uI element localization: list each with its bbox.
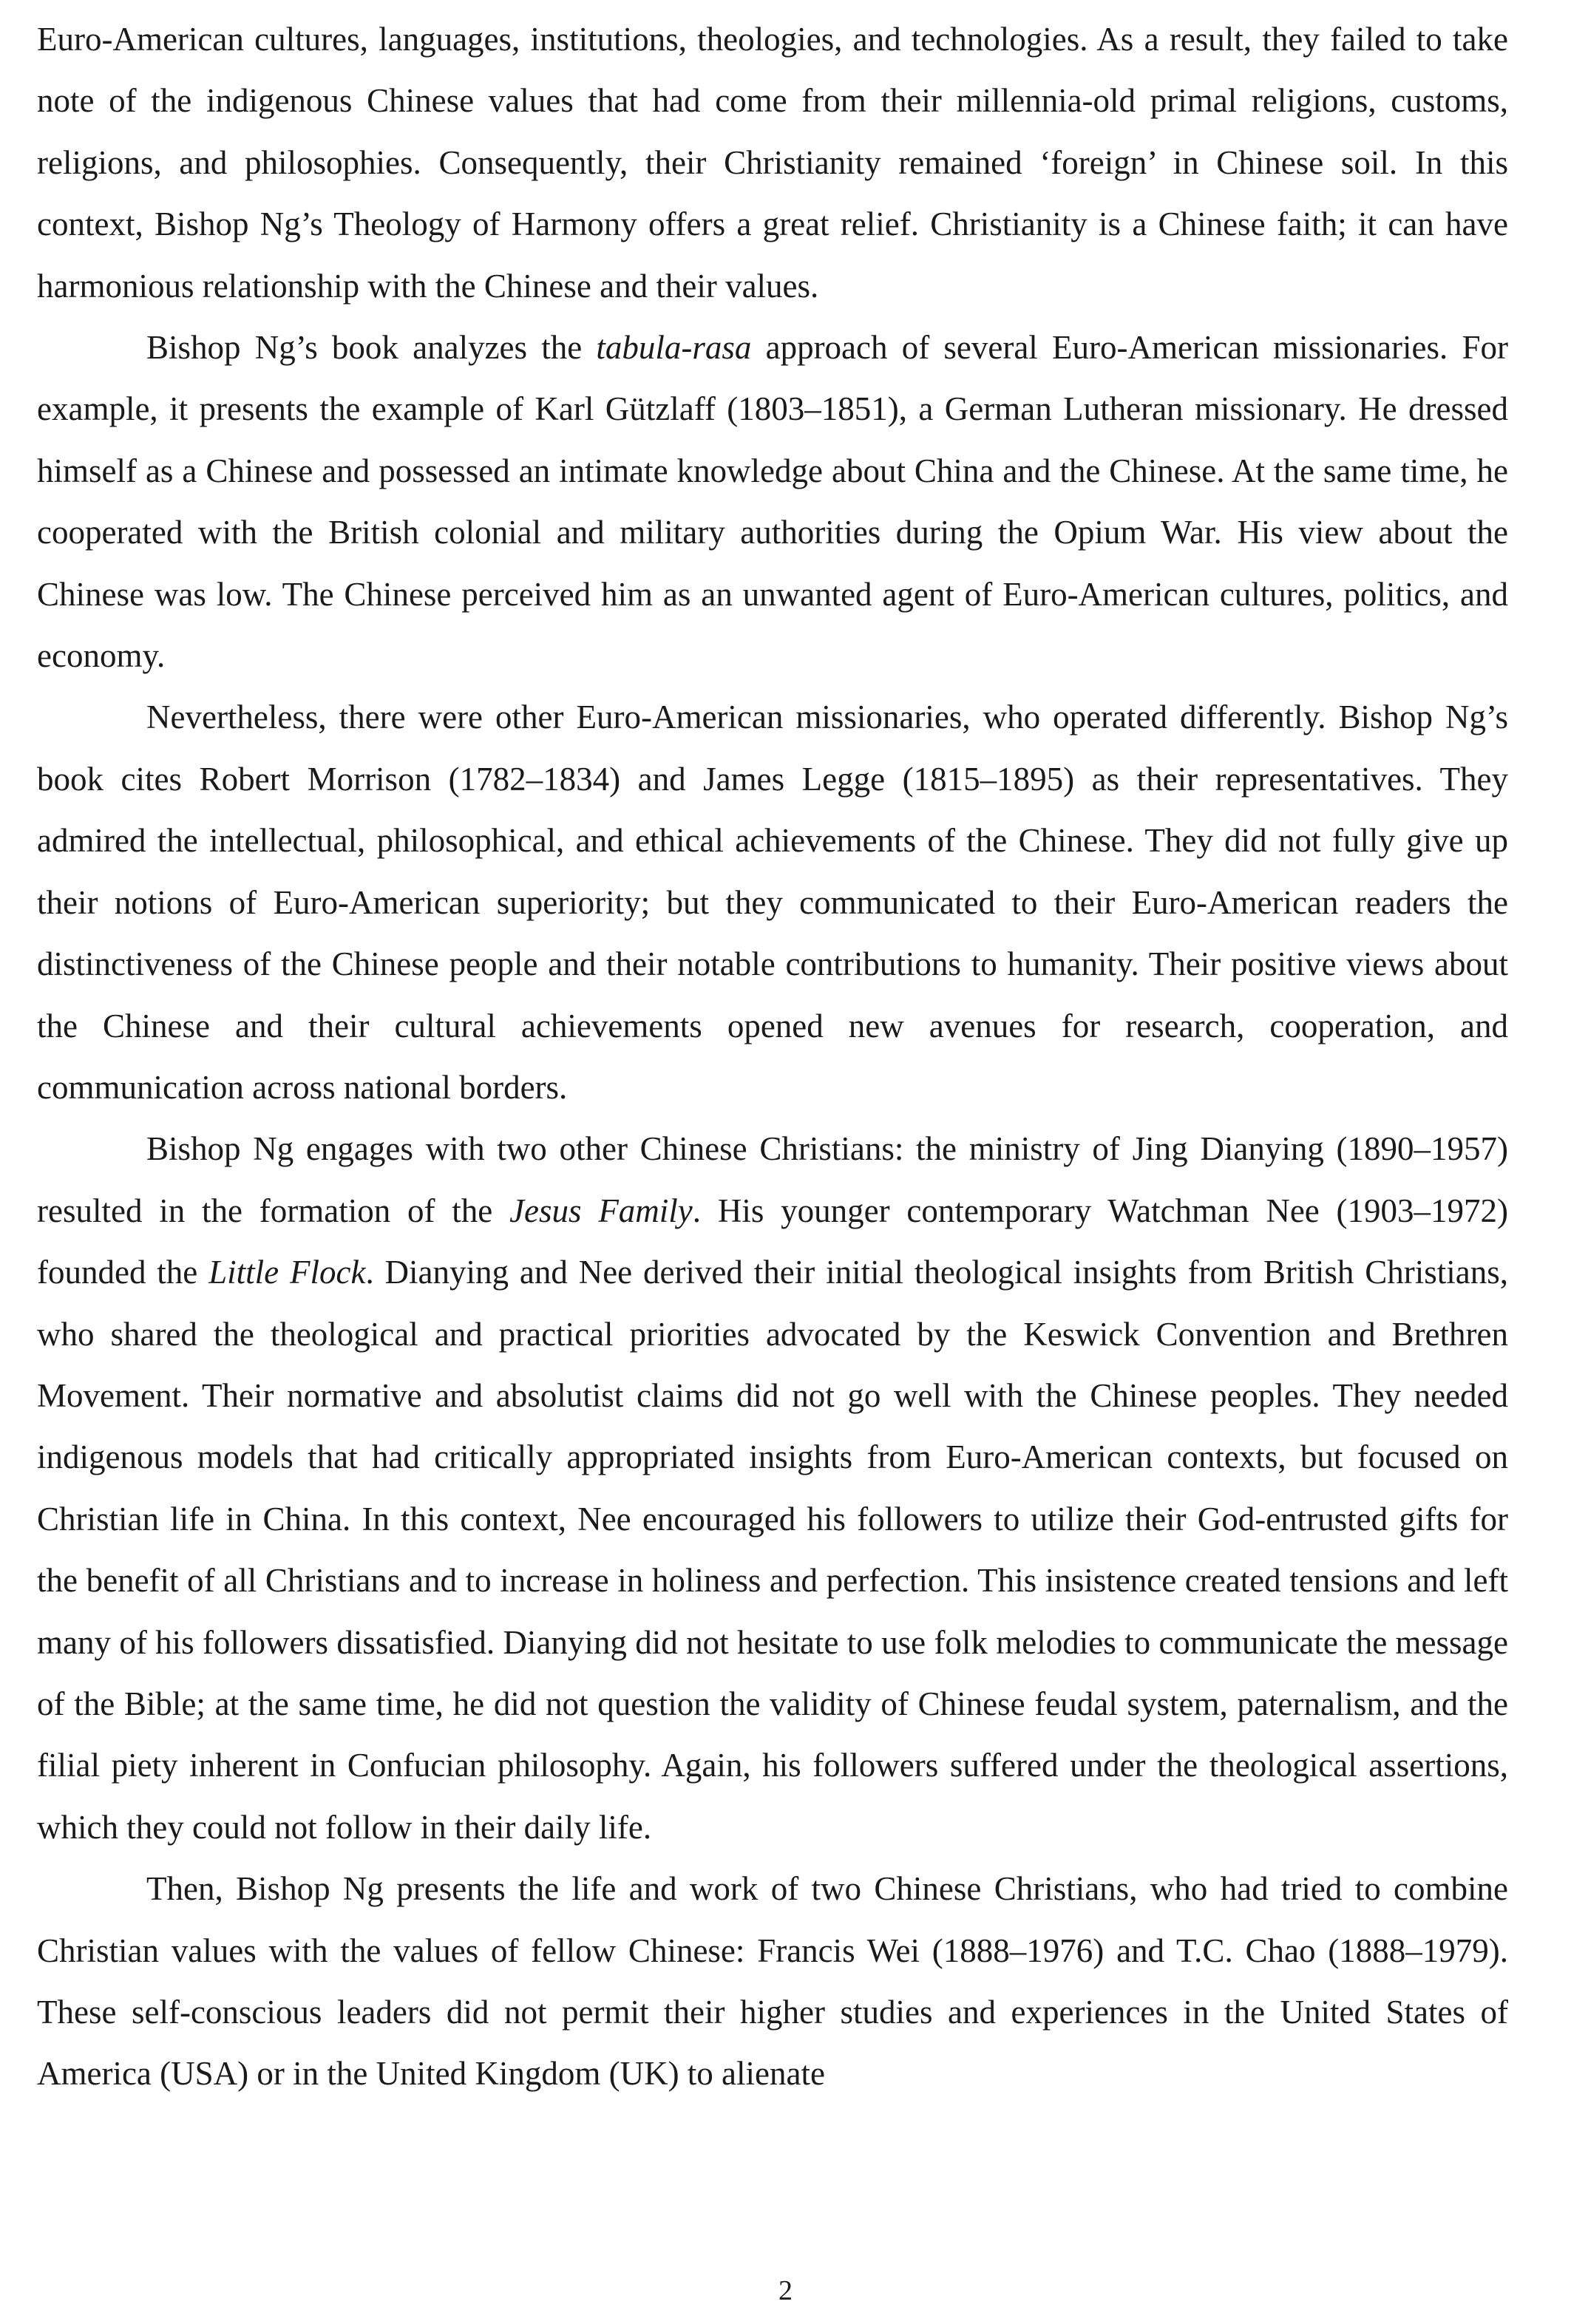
italic-text: Jesus Family	[509, 1192, 693, 1229]
text-run: Euro-American cultures, languages, institutions, theologies, and technologies. As a result, they failed to take note of the indigenous Chinese values that had come from their millennia-old primal religions, customs, religions, and philosophies. Consequently, their Christianity remained ‘foreign’ in Chinese soil. In this context, Bishop Ng’s Theology of Harmony offers a great relief. Christianity is a Chinese faith; it can have harmonious relationship with the Chinese and their values.	[37, 21, 1508, 305]
text-run: Then, Bishop Ng presents the life and work of two Chinese Christians, who had tried to combine Christian values with the values of fellow Chinese: Francis Wei (1888–1976) and T.C. Chao (1888–1979). These self-conscious leaders did not permit their higher studies and experiences in the United States of America (USA) or in the United Kingdom (UK) to alienate	[37, 1870, 1508, 2093]
text-run: . Dianying and Nee derived their initial theological insights from British Christians, who shared the theological and practical priorities advocated by the Keswick Convention and Brethren Movement. Their normative and absolutist claims did not go well with the Chinese peoples. They needed indigenous models that had critically appropriated insights from Euro-American contexts, but focused on Christian life in China. In this context, Nee encouraged his followers to utilize their God-entrusted gifts for the benefit of all Christians and to increase in holiness and perfection. This insistence created tensions and left many of his followers dissatisfied. Dianying did not hesitate to use folk melodies to communicate the message of the Bible; at the same time, he did not question the validity of Chinese feudal system, paternalism, and the filial piety inherent in Confucian philosophy. Again, his followers suffered under the theological assertions, which they could not follow in their daily life.	[37, 1254, 1509, 1846]
paragraph	[37, 687, 1508, 1118]
italic-text: tabula-rasa	[596, 329, 752, 367]
text-run: Bishop Ng’s book analyzes the	[146, 329, 597, 367]
text-run: approach of several Euro-American missionaries. For example, it presents the example of Karl Gützlaff (1803–1851), a German Lutheran missionary. He dressed himself as a Chinese and possessed an intimate knowledge about China and the Chinese. At the same time, he cooperated with the British colonial and military authorities during the Opium War. His view about the Chinese was low. The Chinese perceived him as an unwanted agent of Euro-American cultures, politics, and economy.	[37, 329, 1508, 675]
page-number: 2	[778, 2275, 793, 2306]
italic-text: Little Flock	[208, 1254, 366, 1291]
paragraph	[37, 317, 1508, 687]
paragraph	[37, 1118, 1508, 1858]
paragraph	[37, 9, 1508, 317]
paragraph	[37, 1858, 1508, 2105]
text-run: . His younger contemporary Watchman Nee (1903–1972) founded the	[37, 1192, 1509, 1291]
body-text	[37, 9, 1508, 2105]
text-run: Nevertheless, there were other Euro-American missionaries, who operated differently. Bishop Ng’s book cites Robert Morrison (1782–1834) and James Legge (1815–1895) as their representatives. They admired the intellectual, philosophical, and ethical achievements of the Chinese. They did not fully give up their notions of Euro-American superiority; but they communicated to their Euro-American readers the distinctiveness of the Chinese people and their notable contributions to humanity. Their positive views about the Chinese and their cultural achievements opened new avenues for research, cooperation, and communication across national borders.	[37, 699, 1508, 1106]
text-run: Bishop Ng engages with two other Chinese Christians: the ministry of Jing Dianying (1890–1957) resulted in the formation of the	[37, 1130, 1508, 1229]
